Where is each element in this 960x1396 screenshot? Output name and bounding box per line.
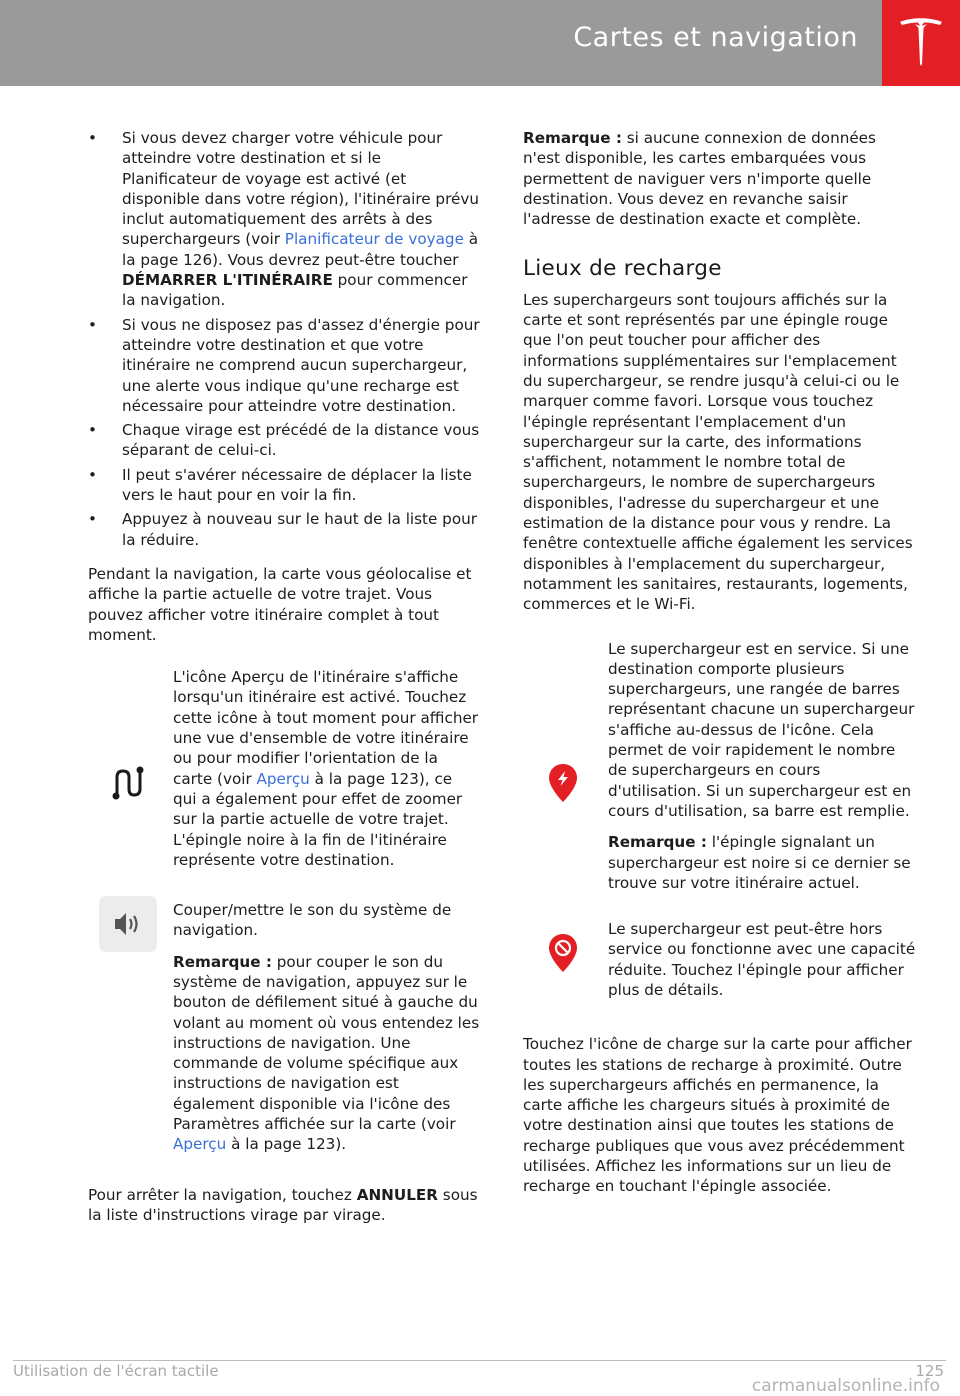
page-header xyxy=(0,0,960,86)
trip-planner-link[interactable]: Planificateur de voyage xyxy=(284,230,464,249)
left-column xyxy=(88,128,480,1236)
speaker-icon xyxy=(99,896,157,952)
service-note: Remarque : l'épingle signalant un superchargeur est noire si ce dernier se trouve sur votre itinéraire actuel. xyxy=(608,833,911,892)
superchargers-paragraph: Les superchargeurs sont toujours affichés sur la carte et sont représentés par une épingle rouge que l'on peut toucher pour afficher des informations supplémentaires sur l'emplacement du superchargeur, se rendre jusqu'à celui-ci ou le marquer comme favori. Lorsque vous touchez l'épingle représentant l'emplacement d'un superchargeur sur la carte, des informations s'affichent, notamment le nombre total de superchargeurs, le nombre de superchargeurs disponibles, l'adresse du superchargeur et une estimation de la distance pour vous y rendre. La fenêtre contextuelle affiche également les services disponibles à l'emplacement du superchargeur, notamment les sanitaires, restaurants, logements, commerces et le Wi-Fi. xyxy=(523,290,913,614)
supercharger-outage-block xyxy=(523,919,917,1000)
route-overview-block xyxy=(88,667,480,870)
page-title: Cartes et navigation xyxy=(573,22,858,53)
watermark: carmanualsonline.info xyxy=(751,1376,940,1396)
list-item: • Il peut s'avérer nécessaire de déplacer la liste vers le haut pour en voir la fin. xyxy=(88,465,480,506)
data-connection-note: Remarque : si aucune connexion de données n'est disponible, les cartes embarquées vous permettent de naviguer vers n'importe quelle destination. Vous devez en revanche saisir l'adresse de destination exacte et complète. xyxy=(523,129,876,229)
mute-note: Remarque : pour couper le son du système de navigation, appuyez sur le bouton de défilement situé à gauche du volant au moment où vous entendez les instructions de navigation. Une commande de volume spécifique aux instructions de navigation est également disponible via l'icône des Paramètres affichée sur la carte (voir Aperçu à la page 123). xyxy=(173,952,480,1154)
page-number: 125 xyxy=(915,1362,944,1380)
tesla-logo-icon xyxy=(897,16,945,68)
route-overview-icon xyxy=(108,763,148,803)
tesla-logo xyxy=(882,0,960,86)
footer-divider xyxy=(13,1360,946,1361)
instruction-list xyxy=(88,128,480,550)
charging-stations-paragraph: Touchez l'icône de charge sur la carte pour afficher toutes les stations de recharge à proximité. Outre les superchargeurs affichés en permanence, la carte affiche les chargeurs situés à proximité de votre destination ainsi que toutes les stations de recharge publiques que vous avez précédemment utilisées. Affichez les informations sur un lieu de recharge en touchant l'épingle associée. xyxy=(523,1035,912,1196)
overview-link-2[interactable]: Aperçu xyxy=(173,1135,227,1154)
footer-section: Utilisation de l'écran tactile xyxy=(13,1362,219,1380)
list-item: • Chaque virage est précédé de la distance vous séparant de celui-ci. xyxy=(88,420,480,461)
right-column xyxy=(523,128,917,1208)
supercharger-pin-icon xyxy=(548,763,578,803)
supercharger-unavailable-pin-icon xyxy=(548,933,578,973)
section-heading: Lieux de recharge xyxy=(523,256,722,282)
service-text: Le superchargeur est en service. Si une destination comporte plusieurs superchargeurs, une rangée de barres représentant chacune un superchargeur s'affiche au-dessus de l'icône. Cela permet de voir rapidement le nombre de superchargeurs en cours d'utilisation. Si un superchargeur est en cours d'utilisation, sa barre est remplie. xyxy=(608,639,915,820)
overview-link[interactable]: Aperçu xyxy=(256,769,310,788)
route-overview-text: L'icône Aperçu de l'itinéraire s'affiche lorsqu'un itinéraire est activé. Touchez cette icône à tout moment pour afficher une vue d'ensemble de votre itinéraire ou pour modifier l'orientation de la carte (voir Aperçu à la page 123), ce qui a également pour effet de zoomer sur la partie actuelle de votre trajet. L'épingle noire à la fin de l'itinéraire représente votre destination. xyxy=(173,668,479,869)
navigation-paragraph: Pendant la navigation, la carte vous géolocalise et affiche la partie actuelle de votre trajet. Vous pouvez afficher votre itinéraire complet à tout moment. xyxy=(88,564,472,644)
mute-block xyxy=(88,900,480,1155)
list-item: • Si vous ne disposez pas d'assez d'énergie pour atteindre votre destination et que votre itinéraire ne comprend aucun superchargeur, une alerte vous indique qu'une recharge est nécessaire pour atteindre votre destination. xyxy=(88,315,480,416)
mute-text: Couper/mettre le son du système de navigation. xyxy=(173,901,452,940)
list-item: • Appuyez à nouveau sur le haut de la liste pour la réduire. xyxy=(88,509,480,550)
outage-text: Le superchargeur est peut-être hors service ou fonctionne avec une capacité réduite. Touchez l'épingle pour afficher plus de détails. xyxy=(608,920,916,999)
list-item: • Si vous devez charger votre véhicule pour atteindre votre destination et si le Planificateur de voyage est activé (et disponible dans votre région), l'itinéraire prévu inclut automatiquement des arrêts à des superchargeurs (voir Planificateur de voyage à la page 126). Vous devrez peut-être toucher DÉMARRER L'ITINÉRAIRE pour commencer la navigation. xyxy=(88,128,480,311)
stop-navigation-paragraph: Pour arrêter la navigation, touchez ANNULER sous la liste d'instructions virage par virage. xyxy=(88,1185,478,1224)
supercharger-service-block xyxy=(523,639,917,894)
